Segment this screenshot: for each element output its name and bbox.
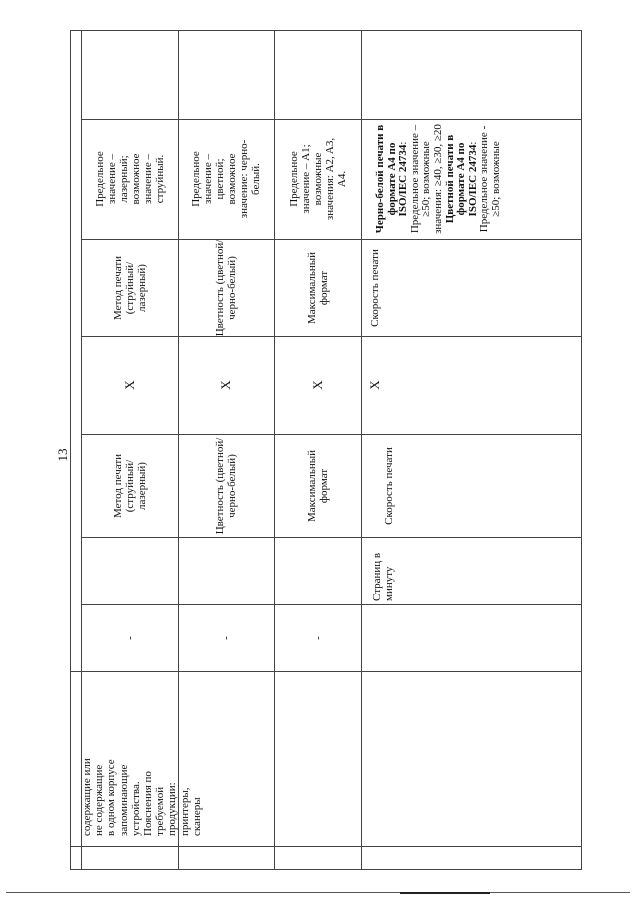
description-line: продукции: [166,782,179,836]
description-line: в одном корпусе [105,759,118,836]
row-3-name: Максимальный формат [305,449,330,522]
row-2-value: Предельное значение – цветной; возможное значение: черно- белый. [190,139,262,219]
row-3-unit: - [311,635,324,640]
row-1-characteristic: Метод печати (струйный/ лазерный) [111,255,148,320]
row-2-characteristic: Цветность (цветной/ черно-белый) [214,239,238,336]
row-4-name: Скорость печати [383,446,395,525]
row-4-characteristic: Скорость печати [369,248,381,327]
row-4-mark: X [367,380,382,390]
row-3-characteristic: Максимальный формат [305,251,330,324]
footer-rule-thick [400,892,490,894]
description-line: запоминающие [117,764,130,836]
row-2-unit: - [220,635,232,640]
description-line: принтеры, [178,787,191,836]
row-3-value: Предельное значение – A1; возможные значения: A2, A3, A4. [287,137,348,221]
description-line: Пояснения по [142,771,155,836]
description-line: требуемой [154,786,167,836]
description-line: сканеры [190,797,203,836]
row-1-mark: X [121,380,137,390]
row-1-unit: - [123,635,136,640]
spec-table [70,30,582,870]
description-line: устройства. [129,781,142,836]
description-cell [71,673,203,843]
row-2-mark: X [218,380,233,390]
description-line: не содержащие [93,764,106,836]
row-3-mark: X [309,380,325,390]
row-4-value: Черно-белой печати в формате А4 по ISO/IEC 24734: Предельное значение – ≥50; возможные значения: ≥40, ≥30, ≥20 Цветной печати в формате А4 по ISO/IEC 24734: Предельное значение - ≥50; возможные [374,124,503,234]
description-line: содержащие или [81,758,93,836]
row-2-name: Цветность (цветной/ черно-белый) [214,437,238,534]
page-number: 13 [55,448,70,462]
footer-rule [6,892,630,893]
row-1-value: Предельное значение – лазерный; возможное значение – струйный. [93,151,166,207]
row-4-unit: Страниц в минуту [371,552,395,601]
row-1-name: Метод печати (струйный/ лазерный) [111,453,148,518]
